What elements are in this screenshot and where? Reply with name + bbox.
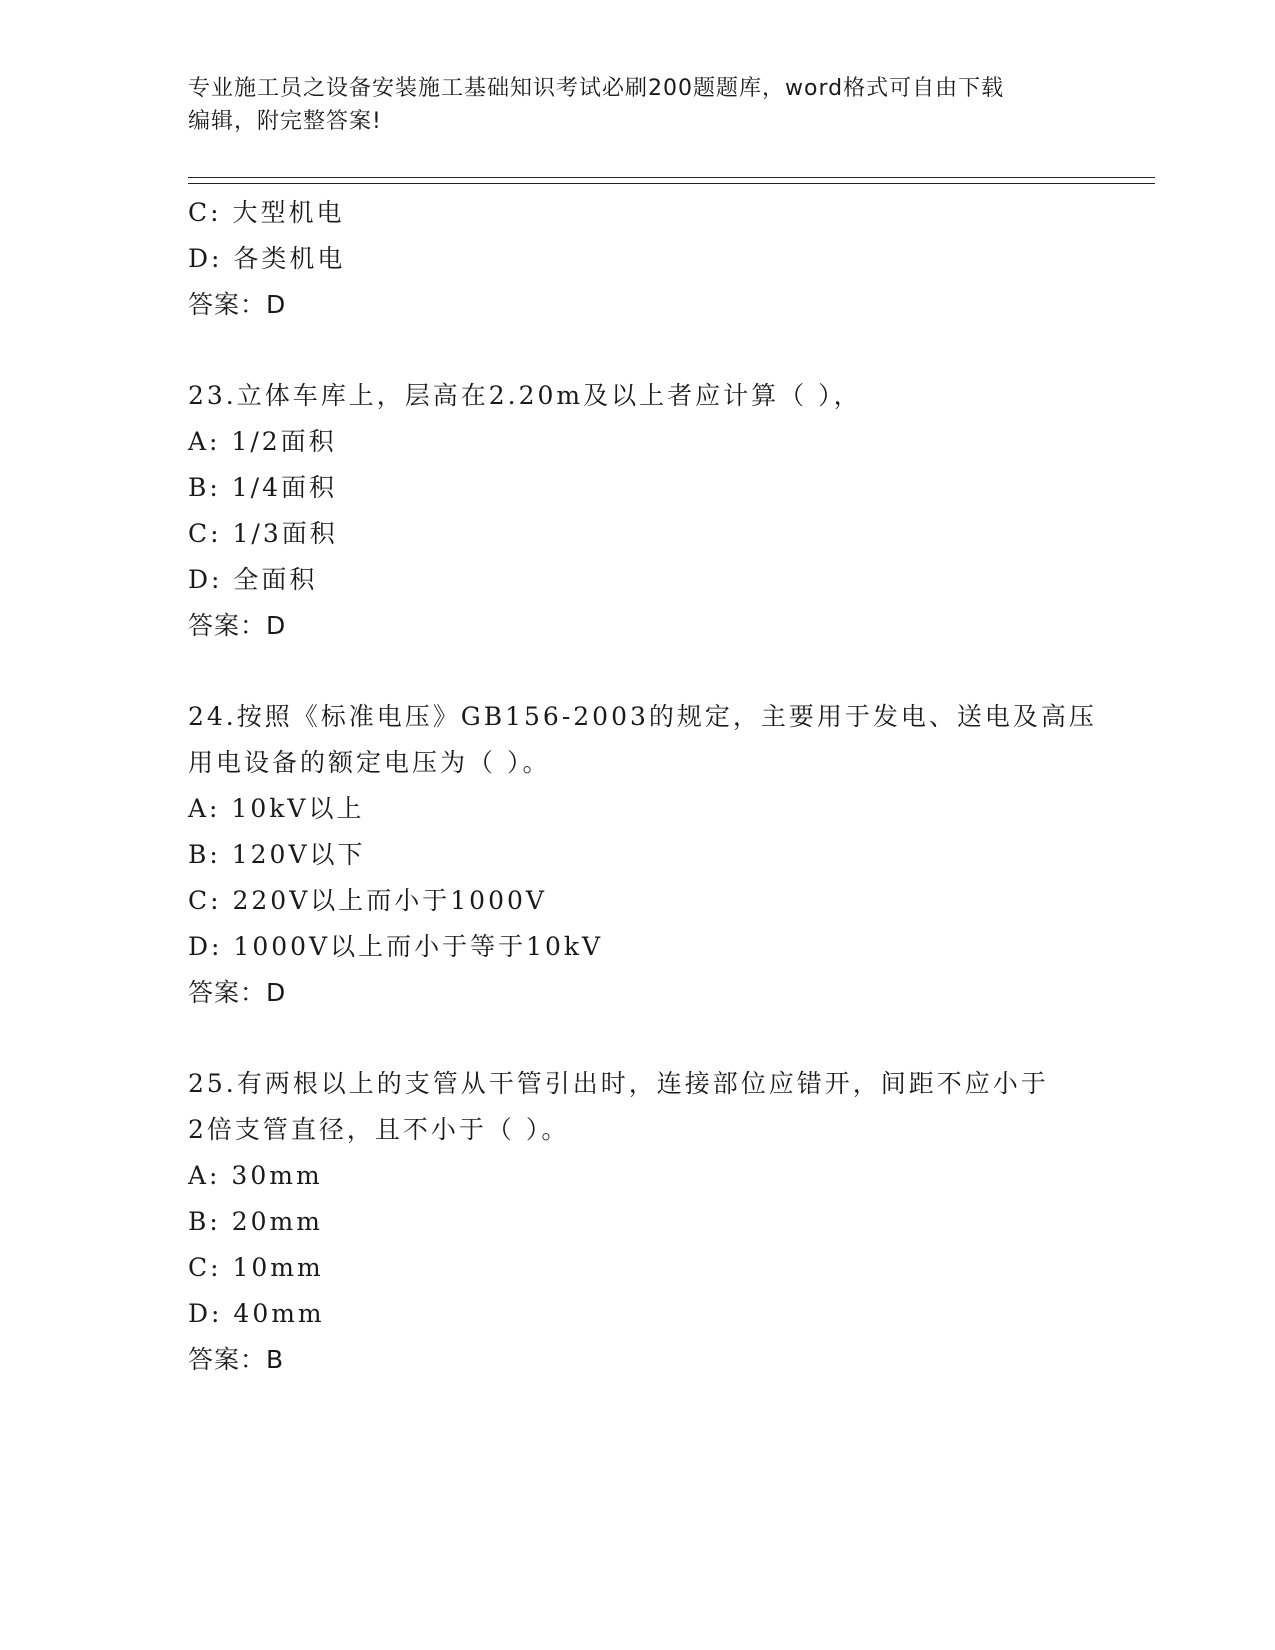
question-stem-line-2: 2倍支管直径，且不小于（ ）。: [188, 1115, 570, 1144]
question-list: [188, 190, 1097, 1383]
question-stem-line-1: 25.有两根以上的支管从干管引出时，连接部位应错开，间距不应小于: [188, 1069, 1049, 1098]
option-d: D: 1000V以上而小于等于10kV: [188, 932, 604, 961]
option-c: C: 1/3面积: [188, 519, 338, 548]
document-header: [188, 72, 1068, 138]
option-c: C: 220V以上而小于1000V: [188, 886, 547, 915]
header-line-2: 编辑，附完整答案!: [188, 109, 382, 134]
question-stem-line-2: 用电设备的额定电压为（ ）。: [188, 748, 551, 777]
option-b: B: 20mm: [188, 1207, 323, 1236]
option-d: D: 各类机电: [188, 244, 346, 273]
option-b: B: 1/4面积: [188, 473, 337, 502]
question-stem: 23.立体车库上，层高在2.20m及以上者应计算（ ），: [188, 381, 862, 410]
option-c: C: 10mm: [188, 1253, 324, 1282]
question-22-tail: [188, 190, 1088, 328]
spacer: [188, 328, 1088, 373]
question-24: [188, 694, 1097, 1016]
option-a: A: 1/2面积: [188, 427, 337, 456]
spacer: [188, 1016, 1088, 1061]
option-d: D: 40mm: [188, 1299, 325, 1328]
option-d: D: 全面积: [188, 565, 318, 594]
answer: 答案：D: [188, 290, 287, 319]
question-stem-line-1: 24.按照《标准电压》GB156-2003的规定，主要用于发电、送电及高压: [188, 702, 1097, 731]
answer: 答案：B: [188, 1345, 285, 1374]
answer: 答案：D: [188, 978, 287, 1007]
answer: 答案：D: [188, 611, 287, 640]
question-23: [188, 373, 1088, 649]
header-rule-bottom: [188, 183, 1155, 184]
spacer: [188, 649, 1088, 694]
option-c: C: 大型机电: [188, 198, 345, 227]
option-a: A: 10kV以上: [188, 794, 365, 823]
option-b: B: 120V以下: [188, 840, 366, 869]
option-a: A: 30mm: [188, 1161, 323, 1190]
header-rule-top: [188, 177, 1155, 178]
header-line-1: 专业施工员之设备安装施工基础知识考试必刷200题题库，word格式可自由下载: [188, 76, 1005, 101]
question-25: [188, 1061, 1088, 1383]
